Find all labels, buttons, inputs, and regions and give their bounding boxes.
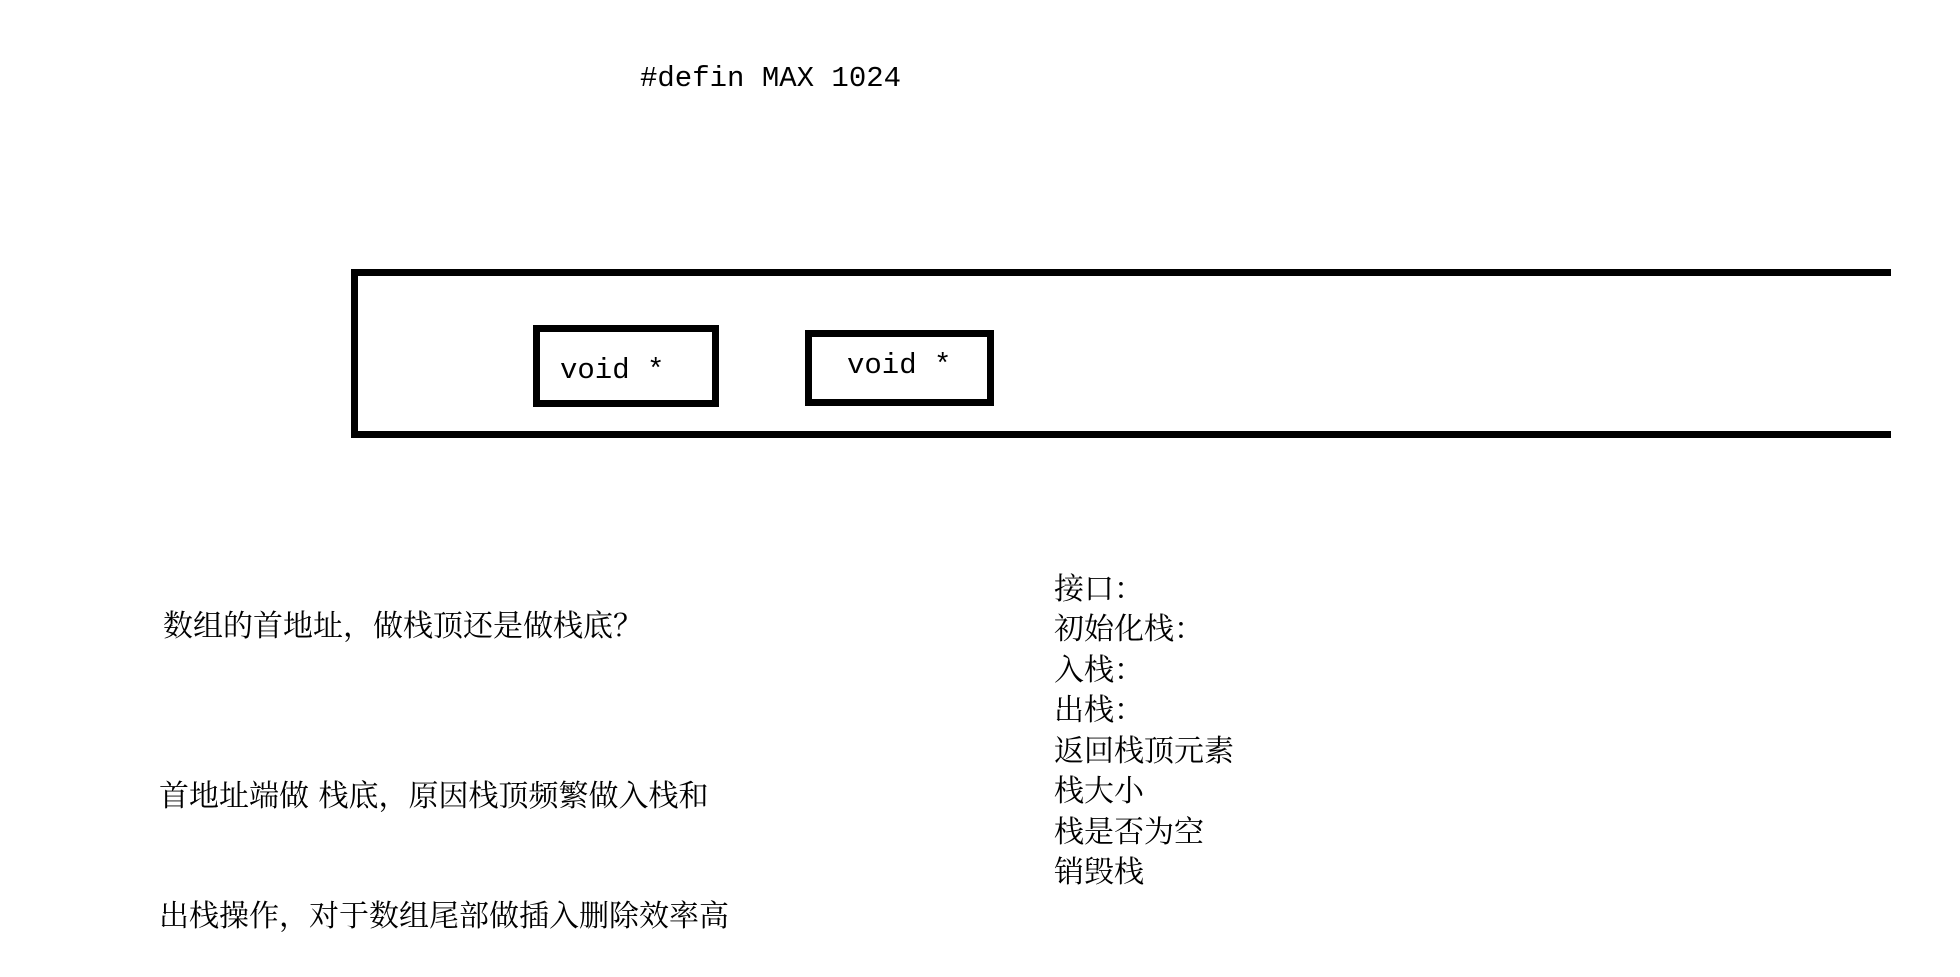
interface-list (1054, 610, 1234, 894)
answer-line-2: 出栈操作，对于数组尾部做插入删除效率高 (159, 899, 729, 934)
define-max-text: #defin MAX 1024 (640, 62, 902, 95)
answer-line-1: 首地址端做 栈底，原因栈顶频繁做入栈和 (159, 779, 709, 814)
interface-title: 接口： (1054, 572, 1144, 607)
array-cell-2 (805, 330, 994, 406)
interface-item-empty: 栈是否为空 (1054, 814, 1204, 850)
interface-item-size: 栈大小 (1054, 774, 1144, 809)
array-cell-2-label: void * (847, 349, 952, 382)
answer-text (159, 697, 729, 977)
array-cell-1-label: void * (560, 354, 665, 387)
interface-item-init: 初始化栈： (1054, 612, 1204, 647)
question-text: 数组的首地址，做栈顶还是做栈底？ (163, 609, 643, 644)
interface-item-destroy: 销毁栈 (1054, 855, 1144, 890)
interface-item-top: 返回栈顶元素 (1054, 733, 1234, 769)
interface-item-pop: 出栈： (1054, 693, 1144, 728)
interface-item-push: 入栈： (1054, 652, 1144, 688)
array-cell-1 (533, 325, 719, 407)
